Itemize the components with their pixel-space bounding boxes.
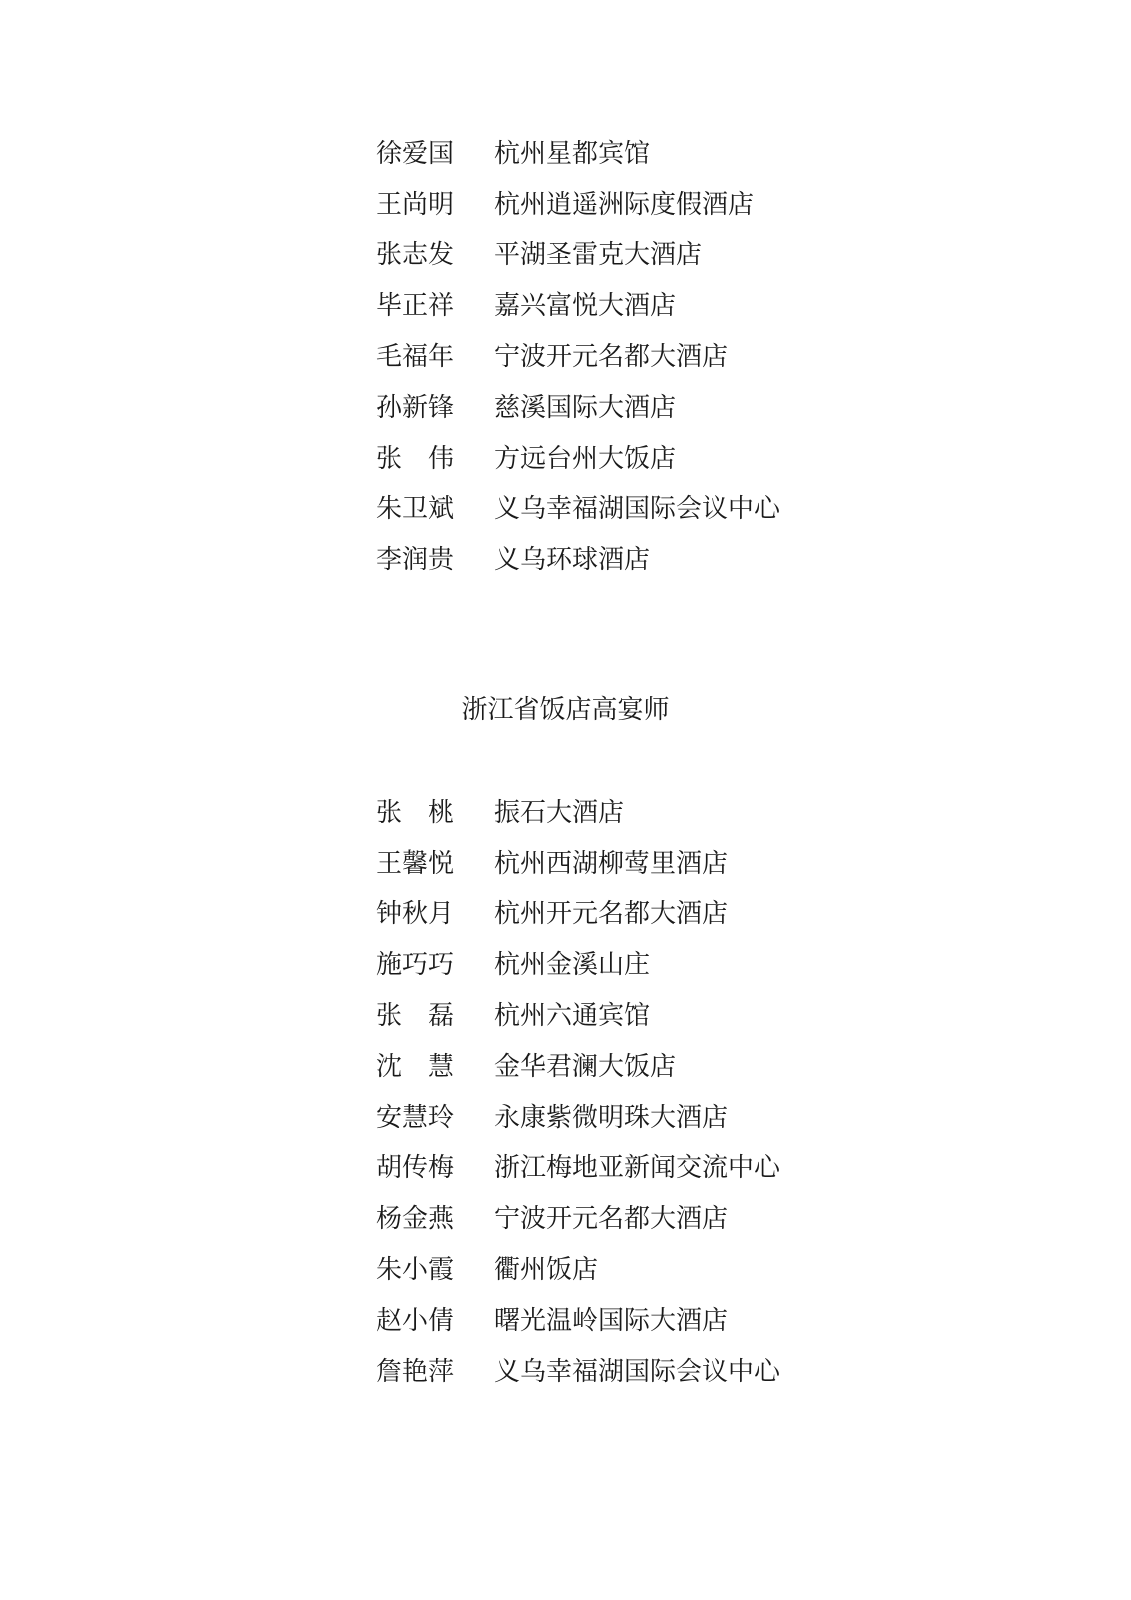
person-name-part: 伟 <box>428 443 455 474</box>
list-item <box>376 988 780 1039</box>
person-name: 杨金燕 <box>376 1204 455 1235</box>
hotel-name: 嘉兴富悦大酒店 <box>494 291 677 322</box>
person-name: 孙新锋 <box>376 392 455 423</box>
person-name <box>376 792 494 829</box>
person-name-part: 张 <box>376 797 403 828</box>
list-item <box>376 1141 780 1192</box>
person-name: 王尚明 <box>376 189 455 220</box>
list-item <box>376 482 780 533</box>
person-name: 朱小霞 <box>376 1255 455 1286</box>
list-item <box>376 836 780 887</box>
person-name <box>376 1046 494 1083</box>
person-name: 毛福年 <box>376 342 455 373</box>
section-title: 浙江省饭店高宴师 <box>461 695 670 725</box>
hotel-name: 宁波开元名都大酒店 <box>494 342 729 373</box>
person-name <box>376 995 494 1032</box>
person-name-part: 慧 <box>428 1051 455 1082</box>
person-name: 朱卫斌 <box>376 494 455 525</box>
list-item <box>376 380 780 431</box>
hotel-name: 义乌幸福湖国际会议中心 <box>494 1356 781 1387</box>
person-name-part: 磊 <box>428 1001 455 1032</box>
list-item <box>376 1344 780 1395</box>
list-item <box>376 1039 780 1090</box>
list-item <box>376 532 780 583</box>
list-item <box>376 1191 780 1242</box>
person-name-part: 沈 <box>376 1051 403 1082</box>
hotel-name: 杭州逍遥洲际度假酒店 <box>494 189 755 220</box>
person-name: 张志发 <box>376 240 455 271</box>
person-name: 毕正祥 <box>376 291 455 322</box>
list-item <box>376 937 780 988</box>
hotel-name: 杭州西湖柳莺里酒店 <box>494 848 729 879</box>
person-name: 胡传梅 <box>376 1153 455 1184</box>
hotel-name: 杭州开元名都大酒店 <box>494 899 729 930</box>
person-name: 施巧巧 <box>376 950 455 981</box>
list-item <box>376 228 780 279</box>
list-item <box>376 329 780 380</box>
list-item <box>376 1090 780 1141</box>
person-name: 李润贵 <box>376 545 455 576</box>
hotel-name: 衢州饭店 <box>494 1255 599 1286</box>
person-name <box>376 438 494 475</box>
list-item <box>376 278 780 329</box>
hotel-name: 杭州六通宾馆 <box>494 1001 651 1032</box>
name-list-lower <box>376 785 780 1395</box>
person-name: 詹艳萍 <box>376 1356 455 1387</box>
hotel-name: 慈溪国际大酒店 <box>494 392 677 423</box>
person-name: 钟秋月 <box>376 899 455 930</box>
hotel-name: 振石大酒店 <box>494 797 625 828</box>
list-item <box>376 177 780 228</box>
list-item <box>376 431 780 482</box>
hotel-name: 宁波开元名都大酒店 <box>494 1204 729 1235</box>
hotel-name: 义乌环球酒店 <box>494 545 651 576</box>
list-item <box>376 126 780 177</box>
hotel-name: 方远台州大饭店 <box>494 443 677 474</box>
list-item <box>376 887 780 938</box>
person-name: 徐爱国 <box>376 138 455 169</box>
hotel-name: 金华君澜大饭店 <box>494 1051 677 1082</box>
person-name: 赵小倩 <box>376 1305 455 1336</box>
person-name: 王馨悦 <box>376 848 455 879</box>
person-name: 安慧玲 <box>376 1102 455 1133</box>
hotel-name: 浙江梅地亚新闻交流中心 <box>494 1153 781 1184</box>
name-list-upper <box>376 126 780 583</box>
list-item <box>376 785 780 836</box>
person-name-part: 张 <box>376 443 403 474</box>
list-item <box>376 1242 780 1293</box>
list-item <box>376 1293 780 1344</box>
hotel-name: 永康紫微明珠大酒店 <box>494 1102 729 1133</box>
hotel-name: 平湖圣雷克大酒店 <box>494 240 703 271</box>
hotel-name: 义乌幸福湖国际会议中心 <box>494 494 781 525</box>
person-name-part: 张 <box>376 1001 403 1032</box>
hotel-name: 曙光温岭国际大酒店 <box>494 1305 729 1336</box>
hotel-name: 杭州金溪山庄 <box>494 950 651 981</box>
person-name-part: 桃 <box>428 797 455 828</box>
hotel-name: 杭州星都宾馆 <box>494 138 651 169</box>
